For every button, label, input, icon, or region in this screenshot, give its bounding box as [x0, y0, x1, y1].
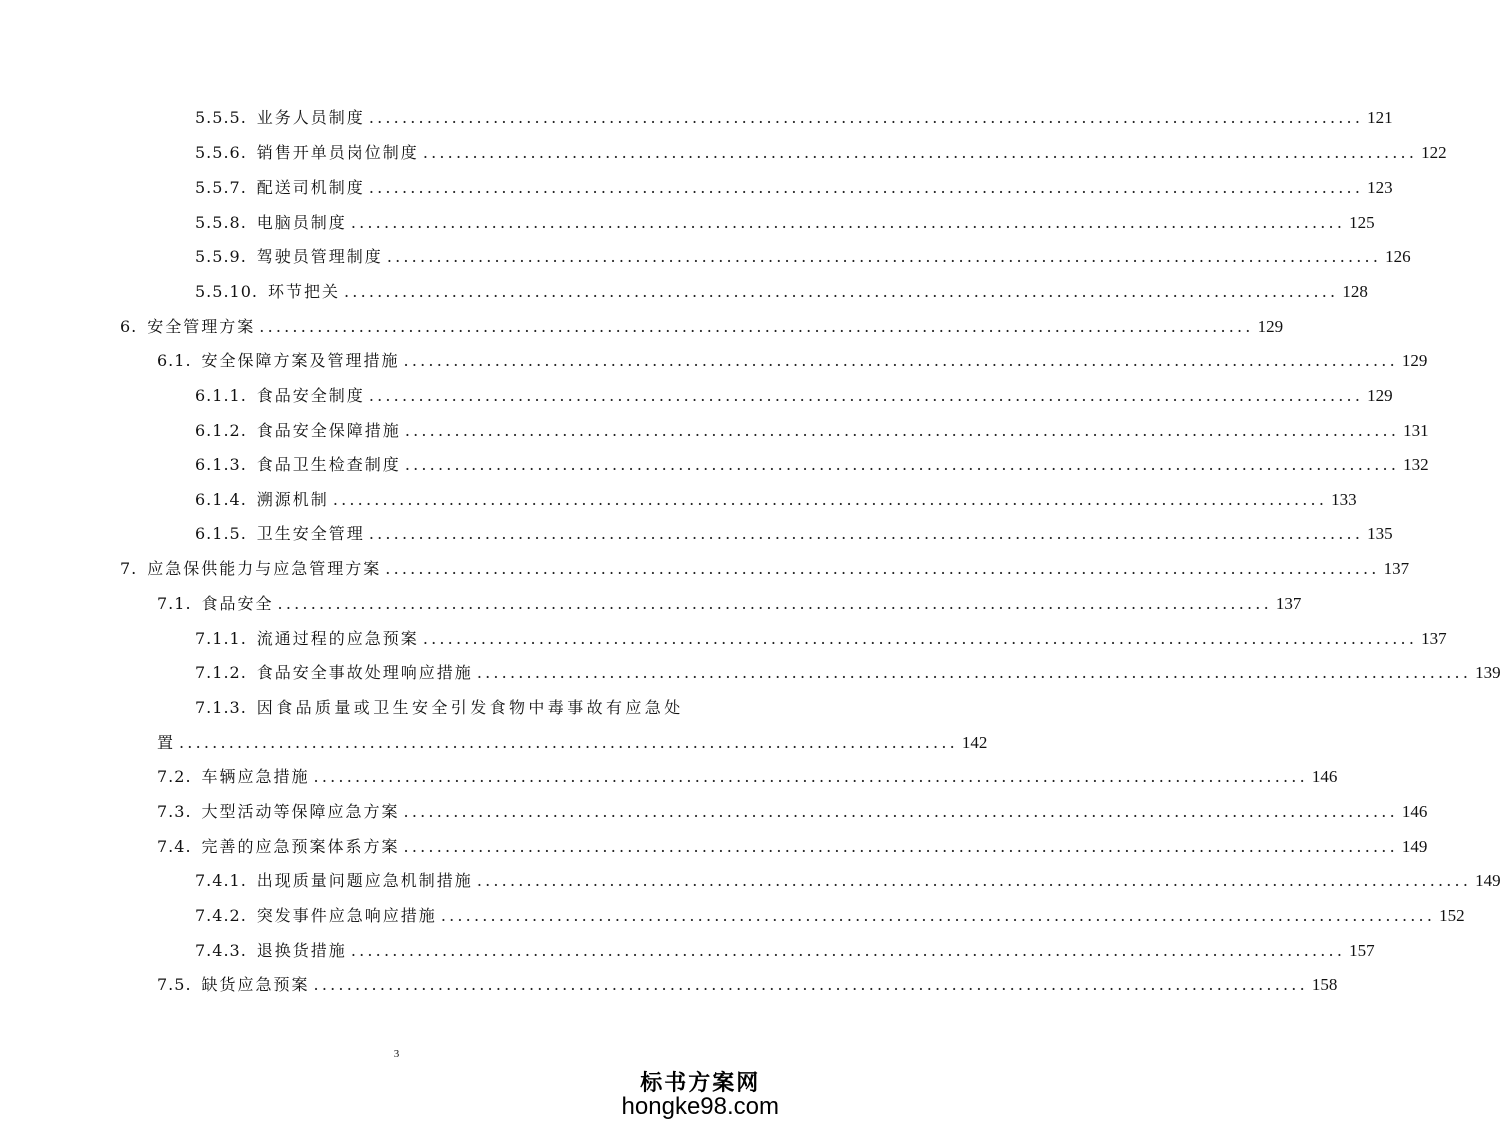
toc-entry-title: 食品卫生检查制度: [256, 455, 401, 474]
toc-leader-dots: ........................................................................................................................: [476, 663, 1472, 682]
toc-entry-title: 配送司机制度: [256, 178, 365, 197]
toc-entry-number: 7.1.3.: [195, 698, 247, 717]
toc-entry-title: 车辆应急措施: [201, 767, 310, 786]
toc-entry-page: 158: [1311, 975, 1338, 994]
toc-entry[interactable]: [195, 418, 1429, 444]
toc-entry-page: 135: [1367, 524, 1393, 543]
toc-leader-dots: ........................................................................................................................: [344, 282, 1339, 301]
toc-entry-title: 卫生安全管理: [256, 524, 365, 543]
toc-entry-number: 7.4.1.: [195, 871, 247, 890]
toc-entry[interactable]: [120, 556, 1410, 582]
toc-entry-number: 7.1.1.: [195, 629, 247, 648]
toc-entry[interactable]: [157, 799, 1428, 825]
toc-entry-number: 6.: [120, 317, 138, 336]
toc-entry-number: 6.1.2.: [195, 421, 247, 440]
toc-entry[interactable]: [195, 521, 1393, 547]
toc-entry[interactable]: [120, 314, 1284, 340]
toc-entry-title: 退换货措施: [256, 941, 347, 960]
toc-entry-page: 121: [1367, 108, 1393, 127]
toc-leader-dots: ........................................................................................................................: [313, 975, 1308, 994]
toc-entry[interactable]: [195, 938, 1375, 964]
toc-leader-dots: ........................................................................................................................: [404, 421, 1400, 440]
toc-entry-number: 6.1.1.: [195, 386, 247, 405]
toc-leader-dots: ........................................................................................................................: [350, 941, 1346, 960]
page-number: 3: [393, 1048, 400, 1060]
toc-entry-title: 溯源机制: [256, 490, 329, 509]
toc-entry-title: 电脑员制度: [256, 213, 347, 232]
toc-entry-page: 131: [1403, 421, 1429, 440]
toc-entry[interactable]: [157, 972, 1338, 998]
toc-leader-dots: ........................................................................................................................: [259, 317, 1254, 336]
toc-leader-dots: ........................................................................................................................: [403, 837, 1398, 856]
toc-entry-number: 5.5.8.: [195, 213, 247, 232]
toc-leader-dots: ........................................................................................................................: [422, 143, 1418, 162]
toc-entry-page: 152: [1439, 906, 1465, 925]
toc-leader-dots: ........................................................................................................................: [368, 524, 1364, 543]
toc-entry-page: 125: [1349, 213, 1375, 232]
toc-entry[interactable]: [195, 140, 1447, 166]
toc-entry-title: 食品安全制度: [256, 386, 365, 405]
toc-entry-title: 大型活动等保障应急方案: [201, 802, 400, 821]
toc-entry-title: 缺货应急预案: [201, 975, 310, 994]
toc-entry-page: 137: [1275, 594, 1302, 613]
toc-leader-dots: ........................................................................................................................: [313, 767, 1308, 786]
toc-leader-dots: ........................................................................................................................: [403, 802, 1398, 821]
toc-entry-number: 5.5.7.: [195, 178, 247, 197]
toc-entry-page: 146: [1401, 802, 1428, 821]
toc-entry-wrapped-line2[interactable]: [157, 730, 988, 756]
toc-leader-dots: ..............................................................................................: [179, 733, 958, 752]
toc-entry-number: 7.4.: [157, 837, 192, 856]
toc-entry-page: 123: [1367, 178, 1393, 197]
toc-entry-wrapped[interactable]: [195, 695, 705, 721]
toc-entry-number: 7.5.: [157, 975, 192, 994]
toc-leader-dots: ........................................................................................................................: [368, 108, 1364, 127]
toc-entry[interactable]: [157, 348, 1428, 374]
toc-entry[interactable]: [195, 903, 1465, 929]
toc-entry-page: 122: [1421, 143, 1447, 162]
toc-entry[interactable]: [157, 591, 1302, 617]
toc-entry-page: 129: [1367, 386, 1393, 405]
toc-entry[interactable]: [195, 175, 1393, 201]
toc-entry[interactable]: [195, 452, 1429, 478]
toc-entry-number: 5.5.9.: [195, 247, 247, 266]
toc-leader-dots: ........................................................................................................................: [368, 386, 1364, 405]
toc-entry-number: 5.5.5.: [195, 108, 247, 127]
toc-entry-title: 销售开单员岗位制度: [256, 143, 419, 162]
watermark-logo: [622, 1066, 779, 1121]
toc-leader-dots: ........................................................................................................................: [440, 906, 1436, 925]
toc-entry-number: 5.5.6.: [195, 143, 247, 162]
toc-leader-dots: ........................................................................................................................: [350, 213, 1346, 232]
toc-entry-number: 6.1.5.: [195, 524, 247, 543]
toc-entry-title: 突发事件应急响应措施: [256, 906, 437, 925]
toc-entry-number: 7.1.: [157, 594, 192, 613]
toc-entry-number: 7.1.2.: [195, 663, 247, 682]
toc-leader-dots: ........................................................................................................................: [332, 490, 1328, 509]
toc-entry-title: 食品安全: [201, 594, 274, 613]
toc-entry-title: 食品安全事故处理响应措施: [256, 663, 473, 682]
toc-entry-page: 137: [1421, 629, 1447, 648]
toc-entry-number: 5.5.10.: [195, 282, 258, 301]
toc-entry-page: 129: [1401, 351, 1428, 370]
toc-entry[interactable]: [195, 105, 1393, 131]
toc-entry-page: 146: [1311, 767, 1338, 786]
toc-leader-dots: ........................................................................................................................: [385, 559, 1380, 578]
toc-entry-number: 7.4.2.: [195, 906, 247, 925]
toc-entry-page: 149: [1475, 871, 1501, 890]
toc-entry-number: 7.2.: [157, 767, 192, 786]
toc-entry[interactable]: [195, 660, 1501, 686]
toc-leader-dots: ........................................................................................................................: [277, 594, 1272, 613]
toc-leader-dots: ........................................................................................................................: [403, 351, 1398, 370]
toc-entry[interactable]: [157, 834, 1428, 860]
toc-entry-title: 业务人员制度: [256, 108, 365, 127]
toc-entry-page: 149: [1401, 837, 1428, 856]
toc-entry[interactable]: [195, 487, 1357, 513]
toc-entry[interactable]: [195, 244, 1411, 270]
toc-entry[interactable]: [195, 279, 1368, 305]
toc-entry-title: 安全管理方案: [147, 317, 256, 336]
toc-entry-number: 6.1.: [157, 351, 192, 370]
toc-entry-page: 139: [1475, 663, 1501, 682]
toc-leader-dots: ........................................................................................................................: [404, 455, 1400, 474]
toc-entry-title: 应急保供能力与应急管理方案: [147, 559, 382, 578]
toc-entry-number: 7.4.3.: [195, 941, 247, 960]
toc-entry-page: 126: [1385, 247, 1411, 266]
watermark-en: hongke98.com: [621, 1093, 779, 1120]
toc-entry-title: 流通过程的应急预案: [256, 629, 419, 648]
toc-entry-title: 因食品质量或卫生安全引发食物中毒事故有应急处: [256, 698, 684, 717]
toc-entry-number: 7.: [120, 559, 138, 578]
toc-entry-page: 129: [1257, 317, 1284, 336]
toc-entry-page: 132: [1403, 455, 1429, 474]
toc-entry-title: 完善的应急预案体系方案: [201, 837, 400, 856]
watermark-cn: 标书方案网: [640, 1070, 761, 1096]
toc-entry-title: 出现质量问题应急机制措施: [256, 871, 473, 890]
toc-entry[interactable]: [195, 210, 1375, 236]
toc-leader-dots: ........................................................................................................................: [422, 629, 1418, 648]
toc-entry[interactable]: [157, 764, 1338, 790]
toc-entry-title: 环节把关: [267, 282, 340, 301]
toc-leader-dots: ........................................................................................................................: [476, 871, 1472, 890]
toc-leader-dots: ........................................................................................................................: [386, 247, 1382, 266]
toc-entry[interactable]: [195, 626, 1447, 652]
toc-entry[interactable]: [195, 383, 1393, 409]
toc-entry-page: 137: [1383, 559, 1410, 578]
toc-entry-number: 6.1.4.: [195, 490, 247, 509]
toc-entry-title: 安全保障方案及管理措施: [201, 351, 400, 370]
toc-entry-number: 6.1.3.: [195, 455, 247, 474]
toc-entry-number: 7.3.: [157, 802, 192, 821]
toc-leader-dots: ........................................................................................................................: [368, 178, 1364, 197]
toc-entry-title-cont: 置: [157, 733, 176, 752]
toc-entry-page: 128: [1342, 282, 1368, 301]
toc-entry-page: 133: [1331, 490, 1357, 509]
toc-entry-page: 157: [1349, 941, 1375, 960]
toc-entry[interactable]: [195, 868, 1501, 894]
toc-entry-title: 食品安全保障措施: [256, 421, 401, 440]
toc-entry-title: 驾驶员管理制度: [256, 247, 383, 266]
toc-entry-page: 142: [961, 733, 988, 752]
